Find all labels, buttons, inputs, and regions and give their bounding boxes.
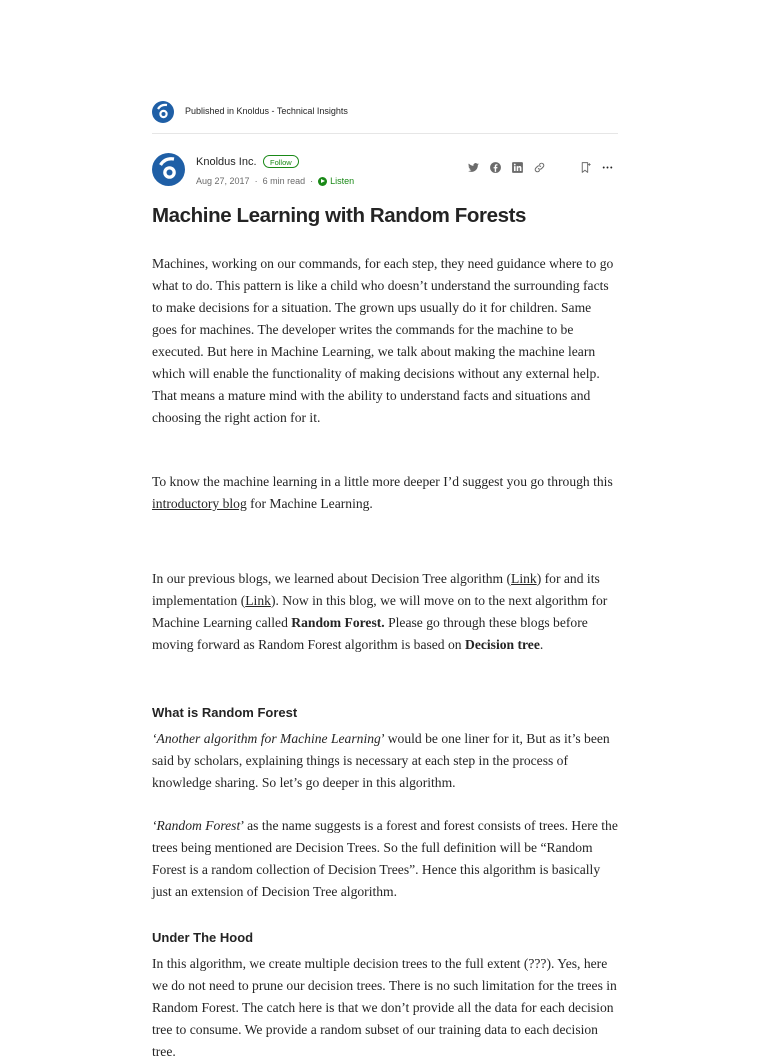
article-title: Machine Learning with Random Forests bbox=[152, 204, 527, 227]
publish-date: Aug 27, 2017 bbox=[196, 176, 250, 186]
publication-bar bbox=[152, 101, 618, 134]
text-run: ) for and its implementation ( bbox=[152, 571, 600, 608]
action-icons bbox=[570, 161, 614, 174]
read-time: 6 min read bbox=[262, 176, 306, 186]
play-icon bbox=[318, 177, 327, 186]
paragraph-random-forest-definition bbox=[152, 815, 618, 903]
introductory-blog-link[interactable]: introductory blog bbox=[152, 496, 247, 511]
twitter-icon[interactable] bbox=[467, 161, 480, 174]
paragraph-text bbox=[152, 568, 618, 656]
paragraph-text: In this algorithm, we create multiple decision trees to the full extent (???). Yes, here we do not need to prune our decision trees. There is no such limitation for the trees in Random Forest. The catch here is that we don’t provide all the data for each decision tree to consume. We provide a random subset of our training data to each decision tree. bbox=[152, 956, 617, 1059]
avatar[interactable] bbox=[152, 153, 185, 186]
decision-tree-link[interactable]: Link bbox=[511, 571, 537, 586]
paragraph-text: Machines, working on our commands, for each step, they need guidance where to go what to do. This pattern is like a child who doesn’t understand the surrounding facts to make decisions for a situation. The grown ups usually do it for children. Same goes for machines. The developer writes the commands for the machine to be executed. But here in Machine Learning, we talk about making the machine learn which will enable the functionality of making decisions without any external help. That means a mature mind with the ability to understand facts and situations and choosing the right action for it. bbox=[152, 256, 614, 425]
paragraph-intro-blog bbox=[152, 471, 618, 515]
listen-label: Listen bbox=[330, 176, 355, 186]
heading-under-the-hood: Under The Hood bbox=[152, 930, 254, 945]
linkedin-icon[interactable] bbox=[511, 161, 524, 174]
text-run: In our previous blogs, we learned about Decision Tree algorithm ( bbox=[152, 571, 512, 586]
author-row bbox=[152, 153, 618, 189]
meta-separator: · bbox=[254, 176, 258, 186]
text-run: To know the machine learning in a little more deeper I’d suggest you go through this bbox=[152, 474, 613, 489]
share-icons bbox=[458, 161, 546, 174]
implementation-link[interactable]: Link bbox=[245, 593, 271, 608]
paragraph-under-the-hood bbox=[152, 953, 618, 1063]
paragraph-text bbox=[152, 471, 618, 515]
paragraph-one-liner bbox=[152, 728, 618, 794]
text-run: ’ as the name suggests is a forest and forest consists of trees. Here the trees being mentioned are Decision Trees. So the full definition will be “Random Forest is a random collection of Decision Trees”. Hence this algorithm is basically just an extension of Decision Tree algorithm. bbox=[152, 818, 618, 899]
italic-text: ‘Another algorithm for Machine Learning bbox=[152, 731, 381, 746]
publication-text[interactable]: Published in Knoldus - Technical Insights bbox=[185, 106, 348, 116]
text-run: Please go through these blogs before moving forward as Random Forest algorithm is based on bbox=[152, 615, 588, 652]
paragraph-text bbox=[152, 815, 618, 903]
meta-separator: · bbox=[310, 176, 314, 186]
listen-button[interactable] bbox=[318, 176, 354, 186]
author-name[interactable]: Knoldus Inc. bbox=[196, 156, 257, 168]
bold-text: Random Forest. bbox=[291, 615, 385, 630]
text-run: for Machine Learning. bbox=[246, 496, 373, 511]
text-run: . bbox=[539, 637, 544, 652]
text-run: ). Now in this blog, we will move on to the next algorithm for Machine Learning called bbox=[152, 593, 608, 630]
link-icon[interactable] bbox=[533, 161, 546, 174]
italic-text: ‘Random Forest bbox=[152, 818, 241, 833]
facebook-icon[interactable] bbox=[489, 161, 502, 174]
paragraph-previous-blogs bbox=[152, 568, 618, 656]
paragraph-text bbox=[152, 728, 618, 794]
bold-text: Decision tree bbox=[465, 637, 540, 652]
bookmark-icon[interactable] bbox=[579, 161, 592, 174]
more-icon[interactable] bbox=[601, 161, 614, 174]
article-meta bbox=[196, 176, 354, 186]
follow-button[interactable]: Follow bbox=[263, 155, 299, 168]
publication-logo-icon[interactable] bbox=[152, 101, 174, 123]
paragraph-intro bbox=[152, 253, 618, 429]
text-run: ’ would be one liner for it, But as it’s been said by scholars, explaining things is necessary at each step in the process of knowledge sharing. So let’s go deeper in this algorithm. bbox=[152, 731, 610, 790]
heading-what-is-random-forest: What is Random Forest bbox=[152, 705, 298, 720]
